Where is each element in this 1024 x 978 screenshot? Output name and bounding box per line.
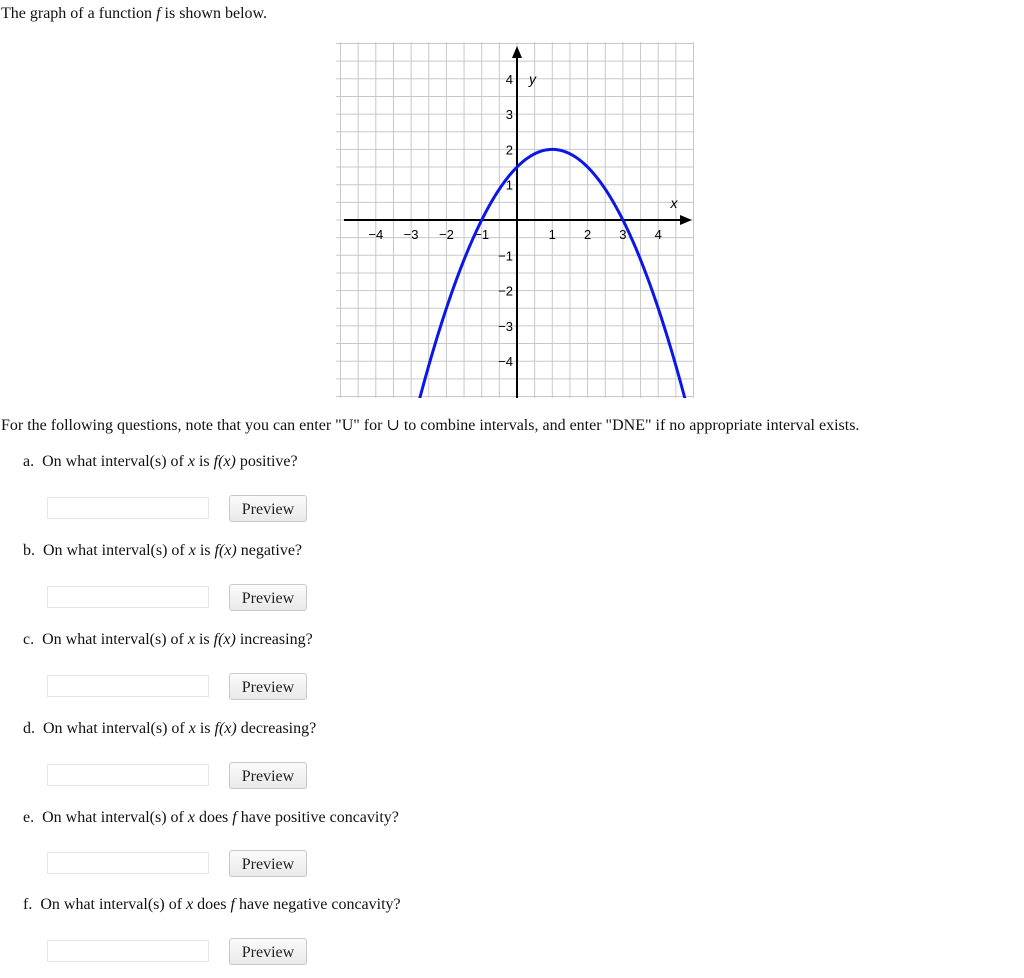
y-tick-label: −3 xyxy=(498,318,513,334)
answer-c-input[interactable] xyxy=(47,675,209,697)
answer-b-input[interactable] xyxy=(47,586,209,608)
answer-e-input[interactable] xyxy=(47,852,209,874)
answer-f-input[interactable] xyxy=(47,940,209,962)
question-e-text: e. On what interval(s) of x does f have positive concavity? xyxy=(23,809,399,826)
y-tick-label: −4 xyxy=(498,354,513,370)
x-tick-label: −3 xyxy=(403,227,419,242)
answer-d-input[interactable] xyxy=(47,764,209,786)
y-tick-label: 3 xyxy=(505,107,513,123)
x-tick-label: 2 xyxy=(583,227,592,242)
preview-a-button[interactable]: Preview xyxy=(229,495,307,522)
y-tick-label: 2 xyxy=(505,142,513,158)
preview-f-button[interactable]: Preview xyxy=(229,938,307,965)
question-b-text: b. On what interval(s) of x is f(x) negative? xyxy=(23,542,303,559)
question-f-text: f. On what interval(s) of x does f have negative concavity? xyxy=(23,896,401,913)
x-tick-label: 1 xyxy=(548,227,556,242)
function-graph xyxy=(336,42,694,398)
y-tick-label: 1 xyxy=(505,177,513,193)
x-axis-label: x xyxy=(670,195,678,211)
x-tick-label: 4 xyxy=(654,227,662,242)
x-tick-label: −2 xyxy=(438,227,454,242)
answer-a-input[interactable] xyxy=(47,497,209,519)
preview-d-button[interactable]: Preview xyxy=(229,762,307,789)
preview-c-button[interactable]: Preview xyxy=(229,673,307,700)
x-axis-arrow xyxy=(680,215,692,225)
function-name: f xyxy=(156,5,161,22)
y-tick-label: 4 xyxy=(505,71,513,87)
question-c-text: c. On what interval(s) of x is f(x) increasing? xyxy=(23,631,313,648)
x-tick-label: −1 xyxy=(474,227,490,242)
preview-e-button[interactable]: Preview xyxy=(229,850,307,877)
preview-b-button[interactable]: Preview xyxy=(229,584,307,611)
instructions-note: For the following questions, note that you can enter "U" for ∪ to combine intervals, and enter "DNE" if no appropriate interval exists. xyxy=(1,417,860,434)
y-tick-label: −1 xyxy=(498,248,513,264)
x-tick-label: −4 xyxy=(368,227,384,242)
question-a-text: a. On what interval(s) of x is f(x) positive? xyxy=(23,453,298,470)
y-axis-label: y xyxy=(529,70,536,87)
x-tick-label: 3 xyxy=(619,227,627,242)
y-axis-arrow xyxy=(512,46,522,58)
question-d-text: d. On what interval(s) of x is f(x) decreasing? xyxy=(23,720,317,737)
intro-text: The graph of a function f is shown below. xyxy=(1,5,268,22)
y-tick-label: −2 xyxy=(498,283,513,299)
